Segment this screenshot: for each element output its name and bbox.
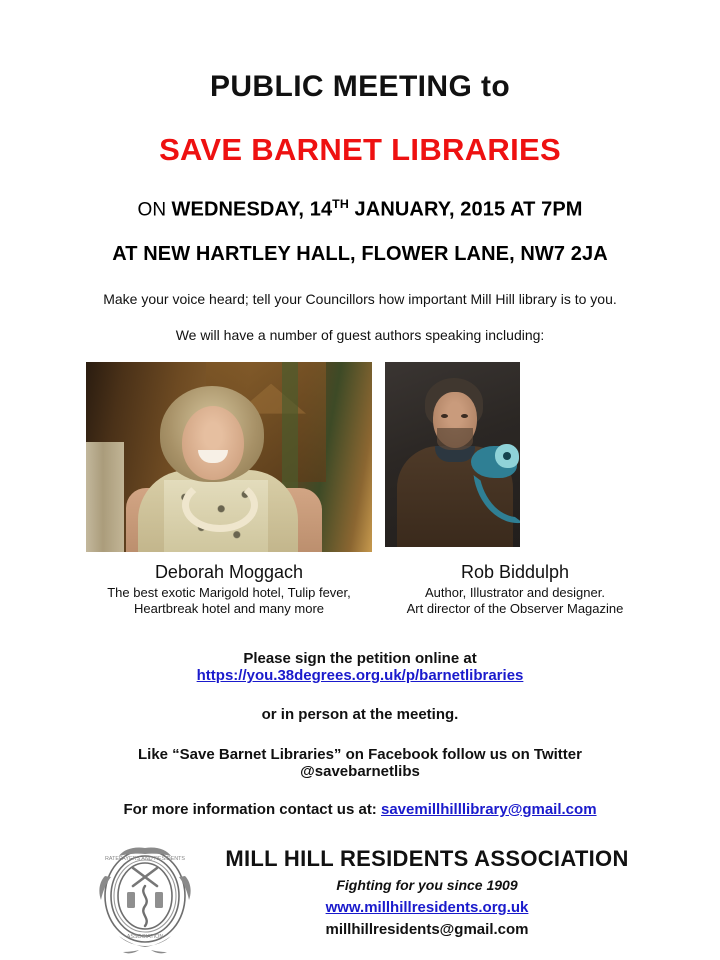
call-to-action-block [0, 650, 720, 818]
organisation-email: millhillresidents@gmail.com [325, 921, 529, 938]
photo-background-curtain [86, 442, 124, 552]
photo-subject-necklace [182, 478, 258, 532]
speaker-description-line-2: Art director of the Observer Magazine [406, 601, 624, 617]
speaker-name: Deborah Moggach [154, 561, 304, 582]
contact-line [0, 801, 720, 818]
contact-email-link[interactable]: savemillhilllibrary@gmail.com [380, 800, 597, 818]
svg-text:ASSOCIATION: ASSOCIATION [126, 934, 164, 940]
meeting-datetime-prefix: ON [137, 199, 172, 221]
poster-header [0, 0, 720, 264]
organisation-tagline: Fighting for you since 1909 [336, 877, 518, 893]
meeting-venue: AT NEW HARTLEY HALL, FLOWER LANE, NW7 2JA [112, 242, 608, 265]
petition-url-link[interactable]: https://you.38degrees.org.uk/p/barnetlibraries [196, 667, 524, 685]
photo-subject-left-eye [441, 414, 448, 418]
speaker-photos-row [0, 362, 720, 554]
svg-text:RATEPAYERS AND RESIDENTS: RATEPAYERS AND RESIDENTS [105, 856, 185, 862]
headline-public-meeting: PUBLIC MEETING to [209, 70, 511, 103]
contact-prefix: For more information contact us at: [123, 800, 381, 818]
photo-subject-face [182, 406, 244, 480]
speaker-caption [372, 562, 658, 618]
photo-subject-right-eye [461, 414, 468, 418]
organisation-name: MILL HILL RESIDENTS ASSOCIATION [225, 846, 629, 871]
headline-save-barnet-libraries: SAVE BARNET LIBRARIES [159, 132, 561, 167]
intro-line-2: We will have a number of guest authors speaking including: [175, 326, 545, 343]
speaker-caption [86, 562, 372, 618]
photo-subject-beard [437, 428, 473, 450]
meeting-date-ordinal: TH [332, 197, 349, 211]
intro-line-1: Make your voice heard; tell your Councillors how important Mill Hill library is to you. [103, 290, 617, 307]
meeting-datetime [0, 198, 720, 220]
speaker-name: Rob Biddulph [460, 561, 570, 582]
meeting-datetime-day: WEDNESDAY, 14 [171, 198, 333, 221]
petition-alternative: or in person at the meeting. [261, 706, 459, 724]
organisation-details [197, 848, 657, 937]
speaker-description-line-1: Author, Illustrator and designer. [425, 584, 605, 600]
speaker-captions-row [0, 562, 720, 632]
rob-biddulph-photo [385, 362, 520, 547]
organisation-website-link[interactable]: www.millhillresidents.org.uk [325, 899, 529, 916]
organisation-footer [0, 840, 720, 960]
twitter-handle: @savebarnetlibs [300, 763, 420, 781]
speaker-description-line-1: The best exotic Marigold hotel, Tulip fever, [107, 584, 351, 600]
social-media-line-1: Like “Save Barnet Libraries” on Facebook follow us on Twitter [138, 745, 582, 763]
deborah-moggach-photo [86, 362, 372, 552]
meeting-datetime-rest: JANUARY, 2015 AT 7PM [348, 198, 583, 221]
chameleon-illustration-eye [503, 452, 511, 460]
speaker-description-line-2: Heartbreak hotel and many more [133, 601, 325, 617]
petition-heading: Please sign the petition online at [243, 649, 477, 667]
mill-hill-residents-crest-icon [93, 842, 197, 954]
